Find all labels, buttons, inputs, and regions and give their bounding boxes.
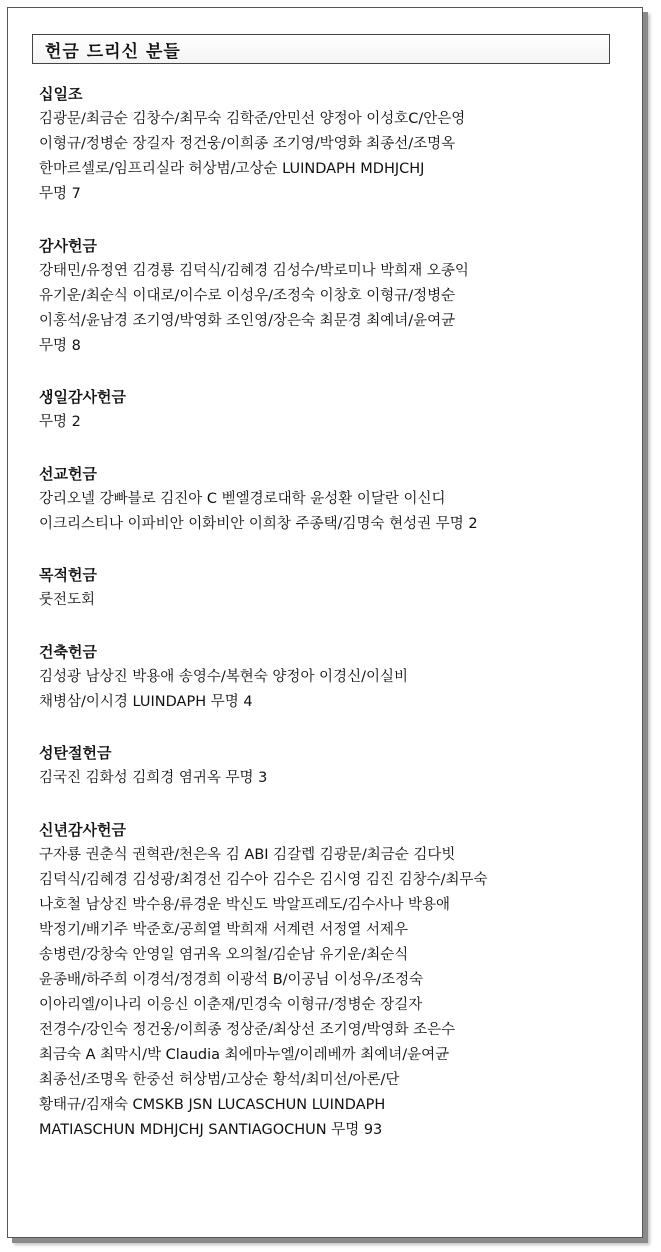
donor-line: 무명 2: [39, 414, 81, 430]
donor-line: 윤종배/하주희 이경석/정경희 이광석 B/이공님 이성우/조정숙: [39, 971, 424, 988]
donor-line: 구자룡 권춘식 권혁관/천은옥 김 ABI 김갈렙 김광문/최금순 김다빗: [39, 846, 456, 863]
donor-line: 룻전도회: [39, 592, 96, 608]
offering-section: [39, 563, 629, 613]
donor-line: 송병련/강창숙 안영일 염귀옥 오의철/김순남 유기운/최순식: [39, 946, 409, 963]
document-page: [7, 7, 643, 1238]
section-heading: 목적헌금: [39, 566, 97, 584]
offering-section: [39, 640, 629, 715]
donor-line: 김광문/최금순 김창수/최무숙 김학준/안민선 양정아 이성호C/안은영: [39, 111, 466, 127]
donor-line: 이형규/정병순 장길자 정건웅/이희종 조기영/박영화 최종선/조명옥: [39, 136, 456, 152]
section-heading: 십일조: [39, 85, 83, 103]
section-heading: 신년감사헌금: [39, 820, 126, 839]
page-title: 헌금 드리신 분들: [32, 34, 610, 64]
section-heading: 선교헌금: [39, 464, 97, 483]
offering-section: [39, 234, 629, 359]
offering-section: [39, 462, 629, 537]
offering-section: [39, 818, 629, 1143]
section-heading: 성탄절헌금: [39, 744, 112, 762]
donor-line: 황태규/김재숙 CMSKB JSN LUCASCHUN LUINDAPH: [39, 1096, 386, 1113]
donor-line: 유기운/최순식 이대로/이수로 이성우/조정숙 이창호 이형규/정병순: [39, 287, 456, 304]
offering-section: [39, 385, 629, 435]
donor-line: 박정기/배기주 박준호/공희열 박희재 서계련 서정열 서제우: [39, 921, 408, 938]
donor-line: 최금숙 A 최막시/박 Claudia 최에마누엘/이레베까 최예녀/윤여균: [39, 1046, 450, 1063]
offering-section: [39, 82, 629, 207]
donor-line: 전경수/강인숙 정건웅/이희종 정상준/최상선 조기영/박영화 조은수: [39, 1021, 456, 1038]
donor-line: MATIASCHUN MDHJCHJ SANTIAGOCHUN 무명 93: [39, 1121, 383, 1138]
section-heading: 감사헌금: [39, 236, 97, 255]
section-heading: 생일감사헌금: [39, 388, 126, 406]
offering-section: [39, 741, 629, 791]
donor-line: 채병삼/이시경 LUINDAPH 무명 4: [39, 693, 253, 710]
donor-line: 김덕식/김혜경 김성광/최경선 김수아 김수은 김시영 김진 김창수/최무숙: [39, 871, 488, 888]
donor-list: [39, 82, 629, 1169]
donor-line: 강리오넬 강빠블로 김진아 C 벧엘경로대학 윤성환 이달란 이신디: [39, 490, 446, 507]
donor-line: 무명 7: [39, 186, 81, 202]
donor-line: 무명 8: [39, 337, 81, 354]
donor-line: 나호철 남상진 박수용/류경운 박신도 박알프레도/김수사나 박용애: [39, 896, 451, 913]
donor-line: 이크리스티나 이파비안 이화비안 이희창 주종택/김명숙 현성권 무명 2: [39, 515, 478, 532]
donor-line: 김성광 남상진 박용애 송영수/복현숙 양정아 이경신/이실비: [39, 668, 408, 685]
donor-line: 강태민/유정연 김경룡 김덕식/김혜경 김성수/박로미나 박희재 오종익: [39, 262, 469, 279]
section-heading: 건축헌금: [39, 642, 97, 661]
donor-line: 이아리엘/이나리 이응신 이춘재/민경숙 이형규/정병순 장길자: [39, 996, 423, 1013]
donor-line: 한마르셀로/임프리실라 허상범/고상순 LUINDAPH MDHJCHJ: [39, 161, 425, 177]
donor-line: 김국진 김화성 김희경 염귀옥 무명 3: [39, 770, 268, 786]
donor-line: 최종선/조명옥 한중선 허상범/고상순 황석/최미선/아론/단: [39, 1071, 400, 1088]
donor-line: 이홍석/윤남경 조기영/박영화 조인영/장은숙 최문경 최예녀/윤여균: [39, 312, 456, 329]
